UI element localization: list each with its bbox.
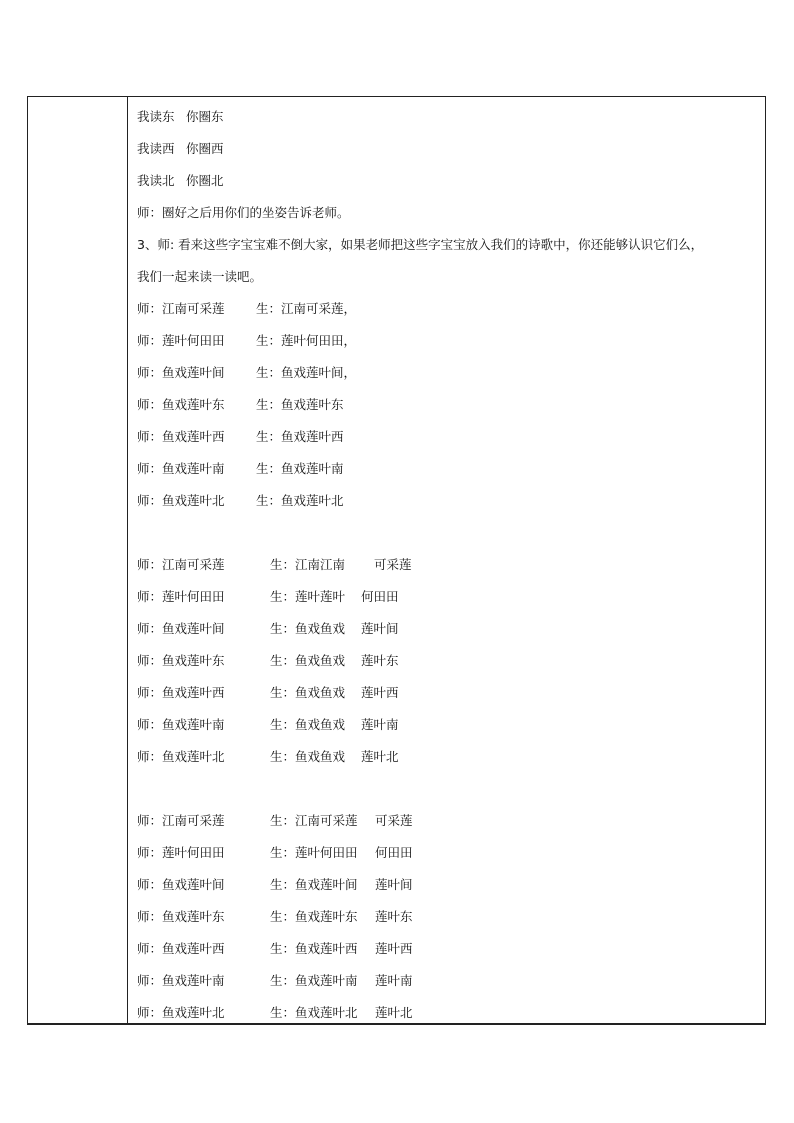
student-line: 生：江南江南 [270, 557, 346, 572]
teacher-line: 师：鱼戏莲叶北 [137, 1005, 225, 1020]
student-line: 生：鱼戏鱼戏 [270, 749, 346, 764]
student-line: 生：鱼戏鱼戏 [270, 685, 346, 700]
teacher-line: 师：鱼戏莲叶东 [137, 909, 225, 924]
teacher-line: 师：鱼戏莲叶西 [137, 685, 225, 700]
teacher-line: 师：鱼戏莲叶北 [137, 493, 225, 508]
line-segment: 你圈北 [186, 173, 224, 188]
teacher-line: 师：鱼戏莲叶间 [137, 365, 225, 380]
student-line: 生：鱼戏莲叶东 [270, 909, 358, 924]
teacher-line: 师：江南可采莲 [137, 301, 225, 316]
student-line-tail: 何田田 [375, 845, 413, 860]
teacher-line: 师：鱼戏莲叶南 [137, 461, 225, 476]
student-line-tail: 莲叶间 [361, 621, 399, 636]
student-line: 生：鱼戏莲叶间 [270, 877, 358, 892]
teacher-line: 师：鱼戏莲叶东 [137, 397, 225, 412]
student-line-tail: 莲叶南 [375, 973, 413, 988]
student-line: 生：鱼戏鱼戏 [270, 717, 346, 732]
student-line: 生：鱼戏莲叶北 [270, 1005, 358, 1020]
line-segment: 3、师: 看来这些字宝宝难不倒大家，如果老师把这些字宝宝放入我们的诗歌中，你还能够认识它们么， [137, 237, 704, 252]
teacher-line: 师：鱼戏莲叶间 [137, 621, 225, 636]
student-line-tail: 可采莲 [374, 557, 412, 572]
line-segment: 我读北 [137, 173, 175, 188]
student-line: 生：莲叶莲叶 [270, 589, 346, 604]
teacher-line: 师：鱼戏莲叶北 [137, 749, 225, 764]
teacher-line: 师：江南可采莲 [137, 813, 225, 828]
student-line: 生：江南可采莲， [256, 301, 357, 316]
student-line-tail: 莲叶东 [361, 653, 399, 668]
teacher-line: 师：鱼戏莲叶西 [137, 429, 225, 444]
student-line: 生：莲叶何田田 [270, 845, 358, 860]
teacher-line: 师：莲叶何田田 [137, 333, 225, 348]
teacher-line: 师：鱼戏莲叶东 [137, 653, 225, 668]
student-line: 生：鱼戏莲叶北 [256, 493, 344, 508]
student-line-tail: 莲叶北 [375, 1005, 413, 1020]
student-line: 生：鱼戏莲叶西 [256, 429, 344, 444]
teacher-line: 师：鱼戏莲叶西 [137, 941, 225, 956]
student-line: 生：鱼戏莲叶间， [256, 365, 357, 380]
teacher-line: 师：鱼戏莲叶南 [137, 717, 225, 732]
teacher-line: 师：莲叶何田田 [137, 845, 225, 860]
student-line-tail: 莲叶西 [375, 941, 413, 956]
line-segment: 我们一起来读一读吧。 [137, 269, 263, 284]
student-line: 生：鱼戏鱼戏 [270, 653, 346, 668]
student-line-tail: 莲叶东 [375, 909, 413, 924]
teacher-line: 师：莲叶何田田 [137, 589, 225, 604]
line-segment: 你圈西 [186, 141, 224, 156]
student-line-tail: 何田田 [361, 589, 399, 604]
student-line: 生：鱼戏莲叶南 [256, 461, 344, 476]
left-column-cell [28, 97, 128, 1023]
student-line-tail: 莲叶间 [375, 877, 413, 892]
teacher-line: 师：鱼戏莲叶南 [137, 973, 225, 988]
student-line-tail: 莲叶南 [361, 717, 399, 732]
student-line: 生：莲叶何田田， [256, 333, 357, 348]
student-line-tail: 莲叶西 [361, 685, 399, 700]
student-line: 生：鱼戏莲叶西 [270, 941, 358, 956]
line-segment: 师：圈好之后用你们的坐姿告诉老师。 [137, 205, 350, 220]
line-segment: 我读西 [137, 141, 175, 156]
teacher-line: 师：江南可采莲 [137, 557, 225, 572]
student-line-tail: 可采莲 [375, 813, 413, 828]
student-line: 生：江南可采莲 [270, 813, 358, 828]
line-segment: 我读东 [137, 109, 175, 124]
teacher-line: 师：鱼戏莲叶间 [137, 877, 225, 892]
student-line-tail: 莲叶北 [361, 749, 399, 764]
student-line: 生：鱼戏莲叶东 [256, 397, 344, 412]
student-line: 生：鱼戏鱼戏 [270, 621, 346, 636]
student-line: 生：鱼戏莲叶南 [270, 973, 358, 988]
line-segment: 你圈东 [186, 109, 224, 124]
